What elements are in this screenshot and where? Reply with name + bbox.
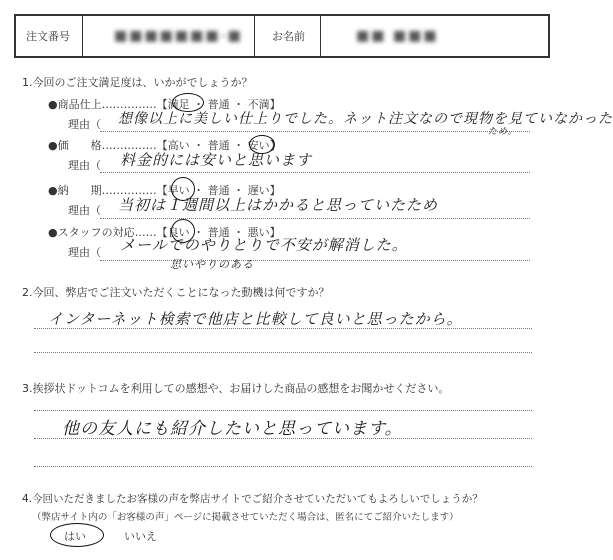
q2-answer: インターネット検索で他店と比較して良いと思ったから。 xyxy=(48,310,463,328)
q1-item-finish-reason-extra: ため。 xyxy=(488,127,518,137)
q1-item-price-reason: 料金的には安いと思います xyxy=(120,151,313,169)
q3-question: 3.挨拶状ドットコムを利用しての感想や、お届けした商品の感想をお聞かせください。 xyxy=(22,382,450,395)
q1-item-staff-reason-label: 理由（ xyxy=(68,246,101,259)
reason-line-4 xyxy=(100,260,530,261)
q4-note: （弊店サイト内の「お客様の声」ページに掲載させていただく場合は、匿名にてご紹介いたします） xyxy=(32,512,459,523)
q1-item-delivery-reason: 当初は１週間以上はかかると思っていたため xyxy=(118,196,439,214)
reason-line-3 xyxy=(100,218,530,219)
q1-item-delivery-reason-label: 理由（ xyxy=(68,204,101,217)
q3-line-3 xyxy=(34,466,532,467)
name-label: お名前 xyxy=(272,30,305,43)
reason-line-1 xyxy=(100,131,530,132)
q1-item-staff-reason-extra: 思いやりのある xyxy=(170,258,254,271)
name-label-cell xyxy=(272,16,305,56)
q4-yes-option: はい xyxy=(64,530,86,543)
header-table xyxy=(14,14,550,58)
q4-question: 4.今回いただきましたお客様の声を弊店サイトでご紹介させていただいてもよろしいでしょうか？ xyxy=(22,493,483,505)
order-number-value-cell xyxy=(114,16,243,56)
q1-item-staff-label: ●スタッフの対応……【良い ・ 普通 ・ 悪い】 xyxy=(48,226,281,239)
q2-question: 2.今回、弊店でご注文いただくことになった動機は何ですか？ xyxy=(22,286,330,299)
q1-item-price-reason-label: 理由（ xyxy=(68,159,101,172)
q1-item-finish-reason-label: 理由（ xyxy=(68,118,101,131)
order-number-label-cell xyxy=(26,16,70,56)
circle-mark-yes xyxy=(50,523,104,547)
q3-line-1 xyxy=(34,410,532,411)
name-value: ■■ ■■■ xyxy=(356,28,439,44)
q1-item-finish-reason: 想像以上に美しい仕上りでした。ネット注文なので現物を見ていなかった xyxy=(118,111,613,127)
q4-no-option: いいえ xyxy=(124,530,157,543)
order-number-label: 注文番号 xyxy=(26,30,70,43)
q1-item-finish-label: ●商品仕上……………【満足 ・ 普通 ・ 不満】 xyxy=(48,98,281,111)
q2-line-2 xyxy=(34,352,532,353)
order-number-value: ■■■■■■■-■ xyxy=(114,28,243,44)
q2-line-1 xyxy=(34,328,532,329)
q1-item-staff-reason: メールでのやりとりで不安が解消した。 xyxy=(120,236,408,254)
q1-item-delivery-label: ●納 期……………【早い ・ 普通 ・ 遅い】 xyxy=(48,184,281,197)
reason-line-2 xyxy=(100,172,530,173)
q3-answer: 他の友人にも紹介したいと思っています。 xyxy=(62,419,403,439)
q3-line-2 xyxy=(34,438,532,439)
q1-item-price-label: ●価 格……………【高い ・ 普通 ・ 安い】 xyxy=(48,139,281,152)
q1-question: 1.今回のご注文満足度は、いかがでしょうか？ xyxy=(22,76,253,89)
name-value-cell xyxy=(356,16,439,56)
